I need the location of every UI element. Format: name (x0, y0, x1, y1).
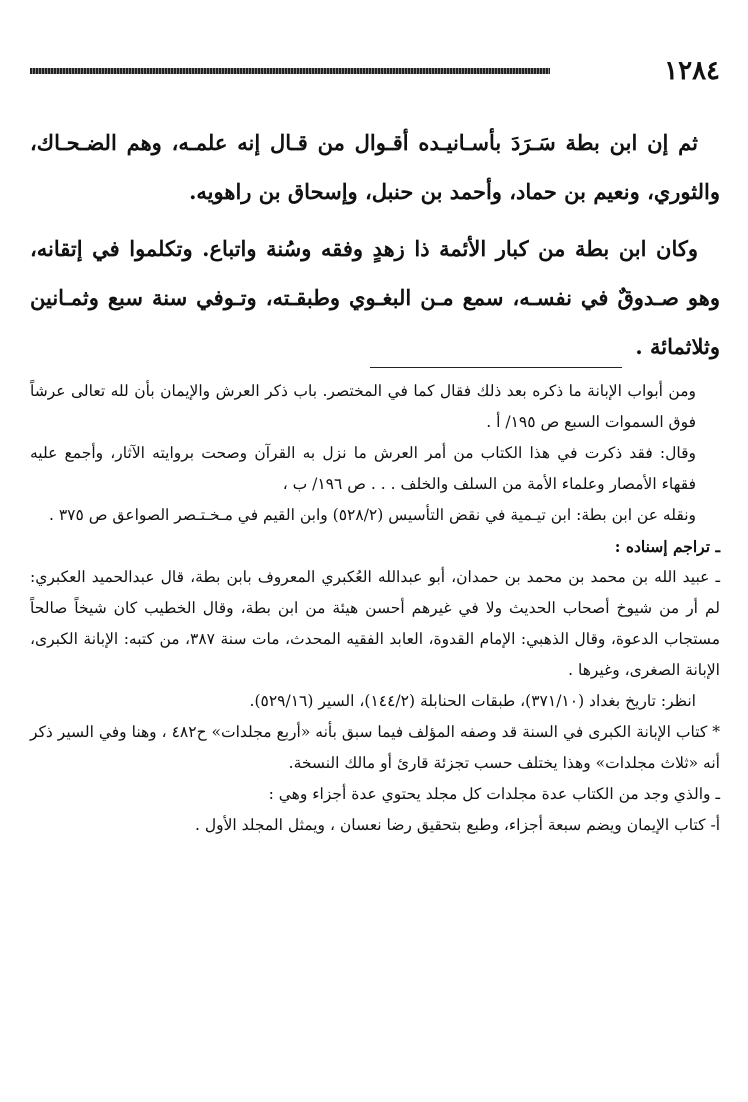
sources-line: انظر: تاريخ بغداد (٣٧١/١٠)، طبقات الحنابلة (١٤٤/٢)، السير (٥٢٩/١٦). (249, 692, 696, 710)
volumes-intro: ـ والذي وجد من الكتاب عدة مجلدات كل مجلد يحتوي عدة أجزاء وهي : (268, 785, 720, 803)
footnote-paragraph: ونقله عن ابن بطة: ابن تيـمية في نقض التأسيس (٥٢٨/٢) وابن القيم في مـخـتـصر الصواعق ص ٣٧٥ . (48, 506, 696, 524)
main-paragraph: ثم إن ابن بطة سَـرَدَ بأسـانيـده أقـوال من قـال إنه علمـه، وهم الضـحـاك، والثوري، ونعيم بن حماد، وأحمد بن حنبل، وإسحاق بن راهويه. (30, 130, 720, 204)
footnote-paragraph: ومن أبواب الإبانة ما ذكره بعد ذلك فقال كما في المختصر. باب ذكر العرش والإيمان بأن لله تعالى عرشاً فوق السموات السبع ص ١٩٥/ أ . (30, 382, 696, 431)
footnote-paragraph: وقال: فقد ذكرت في هذا الكتاب من أمر العرش ما نزل به القرآن وصحت بروايته الآثار، وأجمع عليه فقهاء الأمصار وعلماء الأمة من السلف والخلف . . . ص ١٩٦/ ب ، (30, 444, 696, 493)
footnote-divider (370, 367, 622, 368)
volume-item: أ- كتاب الإيمان ويضم سبعة أجزاء، وطبع بتحقيق رضا نعسان ، ويمثل المجلد الأول . (194, 816, 720, 834)
page-number: ١٢٨٤ (664, 56, 720, 86)
main-text (30, 118, 720, 379)
header-rule (30, 68, 550, 74)
star-note: * كتاب الإبانة الكبرى في السنة قد وصفه المؤلف فيما سبق بأنه «أربع مجلدات» ح٤٨٢ ، وهنا وفي السير ذكر أنه «ثلاث مجلدات» وهذا يختلف حسب تجزئة قارئ أو مالك النسخة. (30, 723, 720, 772)
page-header (30, 54, 720, 88)
footnotes (30, 376, 720, 841)
bio-entry: ـ عبيد الله بن محمد بن محمد بن حمدان، أبو عبدالله العُكبري المعروف بابن بطة، قال عبدالحميد العكبري: لم أر من شيوخ أصحاب الحديث ولا في غيرهم أحسن هيئة من ابن بطة، وقال الخطيب كان شيخاً صالحاً مستجاب الدعوة، وقال الذهبي: الإمام القدوة، العابد الفقيه المحدث، مات سنة ٣٨٧، من كتبه: الإبانة الكبرى، الإبانة الصغرى، وغيرها . (30, 568, 721, 679)
main-paragraph: وكان ابن بطة من كبار الأئمة ذا زهدٍ وفقه وسُنة واتباع. وتكلموا في إتقانه، وهو صـدوقٌ في نفسـه، سمع مـن البغـوي وطبقـته، وتـوفي سنة سبع وثمـانين وثلاثمائة . (30, 236, 720, 359)
footnote-heading: ـ تراجم إسناده : (614, 537, 720, 556)
